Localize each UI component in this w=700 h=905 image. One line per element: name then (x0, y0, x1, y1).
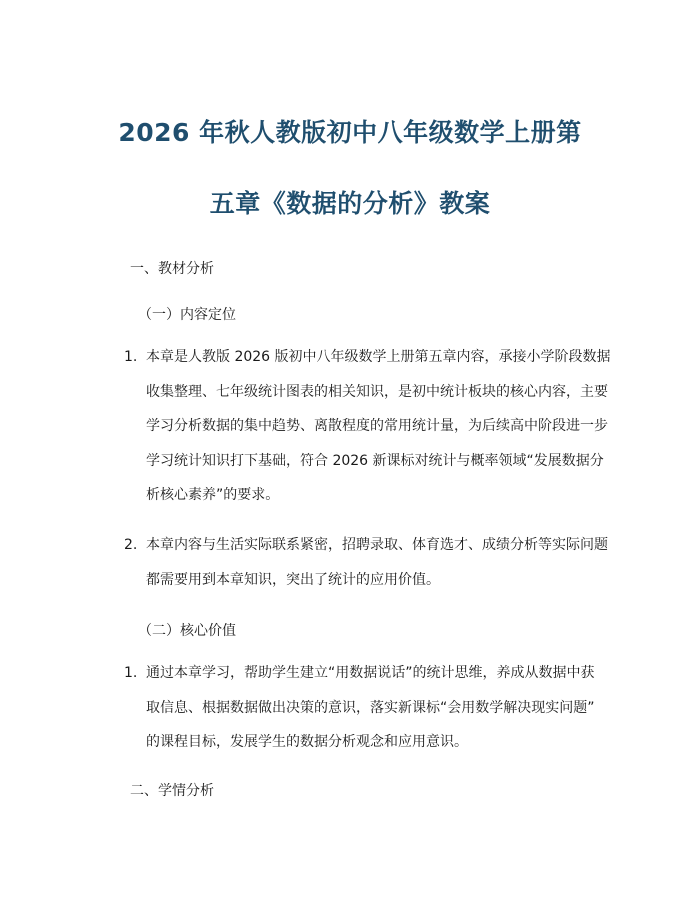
paragraph-number: 1. (124, 349, 138, 365)
document-title-line-1: 2026 年秋人教版初中八年级数学上册第 (118, 118, 582, 147)
paragraph-line: 通过本章学习，帮助学生建立“用数据说话”的统计思维，养成从数据中获 (146, 665, 595, 681)
paragraph-body (146, 340, 611, 513)
section-heading-textbook-analysis: 一、教材分析 (130, 261, 214, 277)
paragraph-body (146, 656, 606, 760)
paragraph-line: 学习统计知识打下基础，符合 2026 新课标对统计与概率领域“发展数据分 (146, 452, 604, 469)
paragraph-number: 2. (124, 537, 138, 553)
subsection-heading-content-positioning: （一）内容定位 (138, 307, 236, 323)
document-title-line-2: 五章《数据的分析》教案 (209, 189, 491, 218)
paragraph-line: 收集整理、七年级统计图表的相关知识，是初中统计板块的核心内容，主要 (146, 383, 608, 400)
subsection-heading-core-value: （二）核心价值 (138, 623, 236, 639)
paragraph-line: 本章内容与生活实际联系紧密，招聘录取、体育选才、成绩分析等实际问题 (146, 537, 608, 553)
paragraph-line: 取信息、根据数据做出决策的意识，落实新课标“会用数学解决现实问题” (146, 699, 595, 716)
paragraph-body (146, 528, 606, 597)
paragraph-number: 1. (124, 665, 138, 681)
paragraph-line: 都需要用到本章知识，突出了统计的应用价值。 (146, 571, 440, 588)
paragraph-line: 学习分析数据的集中趋势、离散程度的常用统计量，为后续高中阶段进一步 (146, 418, 608, 434)
paragraph-line: 析核心素养”的要求。 (146, 487, 280, 503)
paragraph-line: 的课程目标，发展学生的数据分析观念和应用意识。 (146, 734, 468, 750)
paragraph-line: 本章是人教版 2026 版初中八年级数学上册第五章内容，承接小学阶段数据 (146, 349, 611, 365)
section-heading-learner-analysis: 二、学情分析 (130, 783, 214, 799)
